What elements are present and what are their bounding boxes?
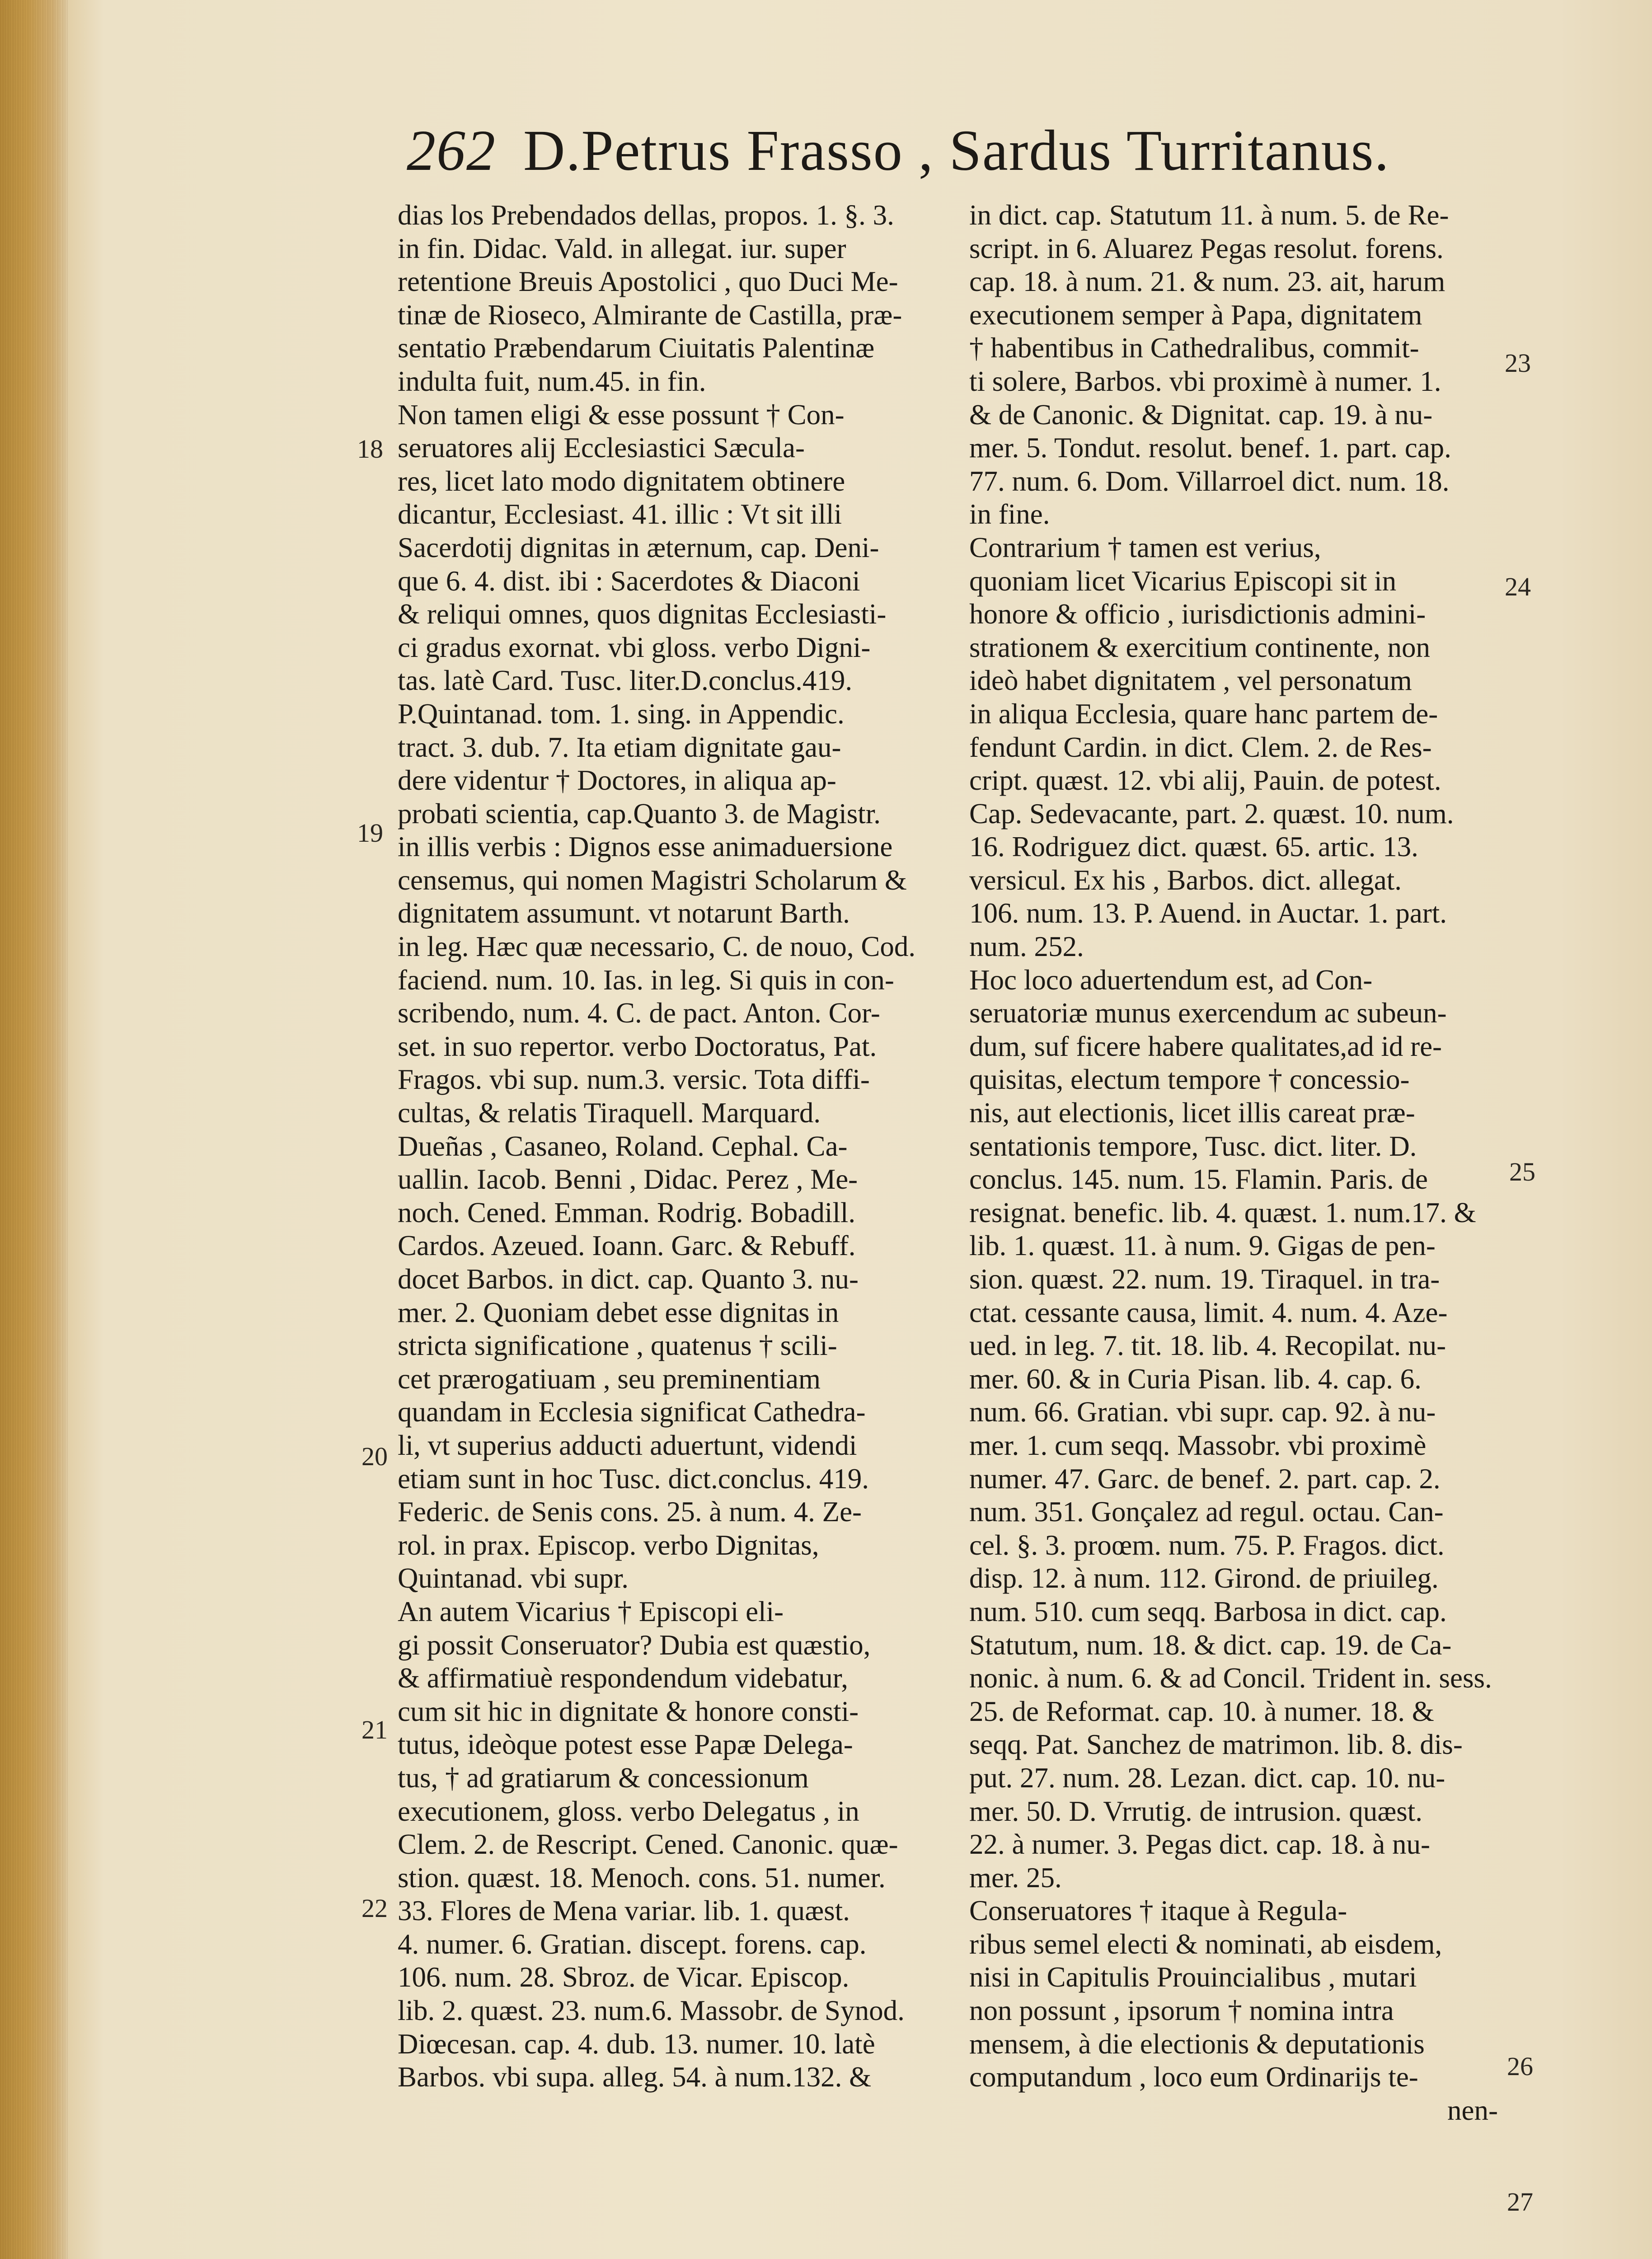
text-line: 25. de Reformat. cap. 10. à numer. 18. &: [969, 1695, 1434, 1727]
text-line: indulta fuit, num.45. in fin.: [398, 365, 706, 397]
text-line: 4. numer. 6. Gratian. discept. forens. cap.: [398, 1928, 867, 1960]
text-line: ribus semel electi & nominati, ab eisdem,: [969, 1928, 1442, 1960]
text-line: gi possit Conseruator? Dubia est quæstio,: [398, 1629, 871, 1661]
text-line: P.Quintanad. tom. 1. sing. in Appendic.: [398, 698, 845, 730]
text-line: Contrarium † tamen est verius,: [969, 531, 1321, 563]
text-line: in illis verbis : Dignos esse animaduersione: [398, 831, 893, 863]
page-number: 262: [407, 118, 496, 183]
text-line: Non tamen eligi & esse possunt † Con-: [398, 398, 845, 431]
text-line: An autem Vicarius † Episcopi eli-: [398, 1595, 784, 1627]
text-line: mer. 50. D. Vrrutig. de intrusion. quæst.: [969, 1795, 1423, 1827]
text-line: tract. 3. dub. 7. Ita etiam dignitate gau-: [398, 731, 841, 763]
text-line: tas. latè Card. Tusc. liter.D.conclus.419.: [398, 665, 853, 697]
text-line: tinæ de Rioseco, Almirante de Castilla, præ-: [398, 299, 902, 331]
text-line: in leg. Hæc quæ necessario, C. de nouo, Cod.: [398, 931, 916, 963]
margin-number: 26: [1507, 2052, 1533, 2081]
text-line: script. in 6. Aluarez Pegas resolut. forens.: [969, 232, 1444, 264]
running-title: D.Petrus Frasso , Sardus Turritanus.: [523, 118, 1390, 183]
text-line: Diœcesan. cap. 4. dub. 13. numer. 10. latè: [398, 2028, 875, 2060]
text-line: non possunt , ipsorum † nomina intra: [969, 1995, 1394, 2027]
text-line: in fine.: [969, 498, 1050, 530]
text-line: dum, suf ficere habere qualitates,ad id re-: [969, 1030, 1442, 1062]
text-line: num. 66. Gratian. vbi supr. cap. 92. à nu-: [969, 1396, 1436, 1428]
text-line: in aliqua Ecclesia, quare hanc partem de-: [969, 698, 1438, 730]
text-line: dignitatem assumunt. vt notarunt Barth.: [398, 897, 850, 929]
left-column: [398, 199, 1003, 2259]
margin-number: 24: [1505, 572, 1531, 601]
text-line: Fragos. vbi sup. num.3. versic. Tota diffi-: [398, 1064, 870, 1096]
text-line: nonic. à num. 6. & ad Concil. Trident in. sess.: [969, 1662, 1492, 1694]
text-line: Cap. Sedevacante, part. 2. quæst. 10. num.: [969, 797, 1454, 830]
text-line: faciend. num. 10. Ias. in leg. Si quis in con-: [398, 964, 894, 996]
text-line: stricta significatione , quatenus † scili-: [398, 1330, 837, 1362]
margin-number: 21: [361, 1715, 388, 1744]
text-line: Clem. 2. de Rescript. Cened. Canonic. quæ-: [398, 1828, 898, 1861]
text-line: executionem semper à Papa, dignitatem: [969, 299, 1422, 331]
text-line: docet Barbos. in dict. cap. Quanto 3. nu-: [398, 1263, 859, 1295]
text-line: cultas, & relatis Tiraquell. Marquard.: [398, 1097, 821, 1129]
margin-number: 27: [1507, 2187, 1533, 2217]
text-line: Cardos. Azeued. Ioann. Garc. & Rebuff.: [398, 1230, 856, 1262]
text-line: cel. §. 3. proœm. num. 75. P. Fragos. dict.: [969, 1529, 1445, 1561]
text-line: numer. 47. Garc. de benef. 2. part. cap. 2.: [969, 1462, 1441, 1495]
text-line: 33. Flores de Mena variar. lib. 1. quæst.: [398, 1895, 850, 1927]
text-line: in dict. cap. Statutum 11. à num. 5. de Re-: [969, 199, 1449, 231]
text-line: Statutum, num. 18. & dict. cap. 19. de Ca-: [969, 1629, 1452, 1661]
text-line: num. 252.: [969, 931, 1084, 963]
text-line: uallin. Iacob. Benni , Didac. Perez , Me-: [398, 1163, 858, 1195]
text-line: Quintanad. vbi supr.: [398, 1562, 629, 1594]
text-line: dere videntur † Doctores, in aliqua ap-: [398, 764, 836, 797]
text-line: seruatoriæ munus exercendum ac subeun-: [969, 997, 1447, 1029]
text-line: mer. 2. Quoniam debet esse dignitas in: [398, 1296, 839, 1328]
text-line: conclus. 145. num. 15. Flamin. Paris. de: [969, 1163, 1428, 1195]
text-line: Conseruatores † itaque à Regula-: [969, 1895, 1347, 1927]
margin-number: 19: [357, 818, 383, 848]
text-line: noch. Cened. Emman. Rodrig. Bobadill.: [398, 1196, 856, 1228]
text-line: Dueñas , Casaneo, Roland. Cephal. Ca-: [398, 1130, 848, 1162]
text-line: sentationis tempore, Tusc. dict. liter. D.: [969, 1130, 1417, 1162]
text-line: Sacerdotij dignitas in æternum, cap. Deni-: [398, 531, 879, 563]
text-line: mer. 5. Tondut. resolut. benef. 1. part. cap.: [969, 432, 1451, 464]
text-line: quandam in Ecclesia significat Cathedra-: [398, 1396, 866, 1428]
text-line: cum sit hic in dignitate & honore consti-: [398, 1695, 859, 1727]
text-line: mer. 1. cum seqq. Massobr. vbi proximè: [969, 1429, 1427, 1461]
text-line: strationem & exercitium continente, non: [969, 631, 1430, 663]
text-line: & affirmatiuè respondendum videbatur,: [398, 1662, 849, 1694]
text-line: res, licet lato modo dignitatem obtinere: [398, 465, 845, 497]
text-line: resignat. benefic. lib. 4. quæst. 1. num.17. &: [969, 1196, 1476, 1228]
margin-number: 18: [357, 434, 383, 464]
text-line: 16. Rodriguez dict. quæst. 65. artic. 13.: [969, 831, 1418, 863]
text-line: Federic. de Senis cons. 25. à num. 4. Ze-: [398, 1496, 862, 1528]
text-line: mer. 25.: [969, 1861, 1062, 1893]
text-line: scribendo, num. 4. C. de pact. Anton. Cor-: [398, 997, 880, 1029]
text-line: 22. à numer. 3. Pegas dict. cap. 18. à nu-: [969, 1828, 1430, 1861]
text-line: computandum , loco eum Ordinarijs te-: [969, 2061, 1418, 2093]
text-line: lib. 1. quæst. 11. à num. 9. Gigas de pen-: [969, 1230, 1436, 1262]
text-line: tus, † ad gratiarum & concessionum: [398, 1762, 809, 1794]
text-line: lib. 2. quæst. 23. num.6. Massobr. de Synod.: [398, 1995, 905, 2027]
text-line: † habentibus in Cathedralibus, commit-: [969, 332, 1419, 364]
text-line: que 6. 4. dist. ibi : Sacerdotes & Diaconi: [398, 565, 860, 597]
text-line: executionem, gloss. verbo Delegatus , in: [398, 1795, 859, 1827]
text-line: versicul. Ex his , Barbos. dict. allegat.: [969, 864, 1402, 896]
text-line: seqq. Pat. Sanchez de matrimon. lib. 8. dis-: [969, 1729, 1463, 1761]
text-line: nisi in Capitulis Prouincialibus , mutari: [969, 1961, 1417, 1993]
text-line: seruatores alij Ecclesiastici Sæcula-: [398, 432, 805, 464]
text-line: etiam sunt in hoc Tusc. dict.conclus. 419.: [398, 1462, 869, 1495]
text-line: ued. in leg. 7. tit. 18. lib. 4. Recopilat. nu-: [969, 1330, 1446, 1362]
text-line: num. 351. Gonçalez ad regul. octau. Can-: [969, 1496, 1444, 1528]
text-line: dicantur, Ecclesiast. 41. illic : Vt sit illi: [398, 498, 842, 530]
text-line: disp. 12. à num. 112. Girond. de priuileg.: [969, 1562, 1439, 1594]
text-line: ideò habet dignitatem , vel personatum: [969, 665, 1412, 697]
text-line: nis, aut electionis, licet illis careat præ-: [969, 1097, 1415, 1129]
text-line: Hoc loco aduertendum est, ad Con-: [969, 964, 1373, 996]
text-line: censemus, qui nomen Magistri Scholarum &: [398, 864, 907, 896]
text-line: ci gradus exornat. vbi gloss. verbo Digni-: [398, 631, 871, 663]
text-line: in fin. Didac. Vald. in allegat. iur. super: [398, 232, 846, 264]
text-line: rol. in prax. Episcop. verbo Dignitas,: [398, 1529, 819, 1561]
right-column: [969, 199, 1498, 2259]
text-line: quoniam licet Vicarius Episcopi sit in: [969, 565, 1397, 597]
text-line: fendunt Cardin. in dict. Clem. 2. de Res-: [969, 731, 1432, 763]
margin-number: 25: [1509, 1157, 1535, 1186]
text-line: honore & officio , iurisdictionis admini-: [969, 598, 1426, 630]
text-line: quisitas, electum tempore † concessio-: [969, 1064, 1410, 1096]
text-line: stion. quæst. 18. Menoch. cons. 51. numer.: [398, 1861, 886, 1893]
text-line: cript. quæst. 12. vbi alij, Pauin. de potest.: [969, 764, 1441, 797]
text-line: sentatio Præbendarum Ciuitatis Palentinæ: [398, 332, 875, 364]
margin-number: 22: [361, 1893, 388, 1923]
text-line: Barbos. vbi supa. alleg. 54. à num.132. &: [398, 2061, 872, 2093]
text-line: 77. num. 6. Dom. Villarroel dict. num. 18.: [969, 465, 1450, 497]
text-line: li, vt superius adducti aduertunt, videndi: [398, 1429, 857, 1461]
text-line: ti solere, Barbos. vbi proximè à numer. 1.: [969, 365, 1441, 397]
text-line: put. 27. num. 28. Lezan. dict. cap. 10. nu-: [969, 1762, 1446, 1794]
text-line: tutus, ideòque potest esse Papæ Delega-: [398, 1729, 853, 1761]
text-line: set. in suo repertor. verbo Doctoratus, Pat.: [398, 1030, 877, 1062]
text-line: ctat. cessante causa, limit. 4. num. 4. Aze-: [969, 1296, 1448, 1328]
margin-number: 23: [1505, 348, 1531, 378]
text-line: mer. 60. & in Curia Pisan. lib. 4. cap. 6.: [969, 1363, 1422, 1395]
running-head: [407, 112, 1392, 189]
text-line: dias los Prebendados dellas, propos. 1. §. 3.: [398, 199, 894, 231]
text-line: retentione Breuis Apostolici , quo Duci Me-: [398, 266, 898, 298]
text-line: nen-: [1447, 2094, 1498, 2126]
text-line: & de Canonic. & Dignitat. cap. 19. à nu-: [969, 398, 1433, 431]
page-gutter: [0, 0, 68, 2259]
text-line: num. 510. cum seqq. Barbosa in dict. cap.: [969, 1595, 1447, 1627]
text-line: & reliqui omnes, quos dignitas Ecclesiasti-: [398, 598, 887, 630]
text-line: cet prærogatiuam , seu preminentiam: [398, 1363, 821, 1395]
text-line: mensem, à die electionis & deputationis: [969, 2028, 1425, 2060]
margin-number: 20: [361, 1442, 388, 1471]
text-line: 106. num. 13. P. Auend. in Auctar. 1. part.: [969, 897, 1447, 929]
text-line: sion. quæst. 22. num. 19. Tiraquel. in tra-: [969, 1263, 1440, 1295]
text-line: 106. num. 28. Sbroz. de Vicar. Episcop.: [398, 1961, 849, 1993]
text-line: cap. 18. à num. 21. & num. 23. ait, harum: [969, 266, 1446, 298]
text-line: probati scientia, cap.Quanto 3. de Magistr.: [398, 797, 881, 830]
